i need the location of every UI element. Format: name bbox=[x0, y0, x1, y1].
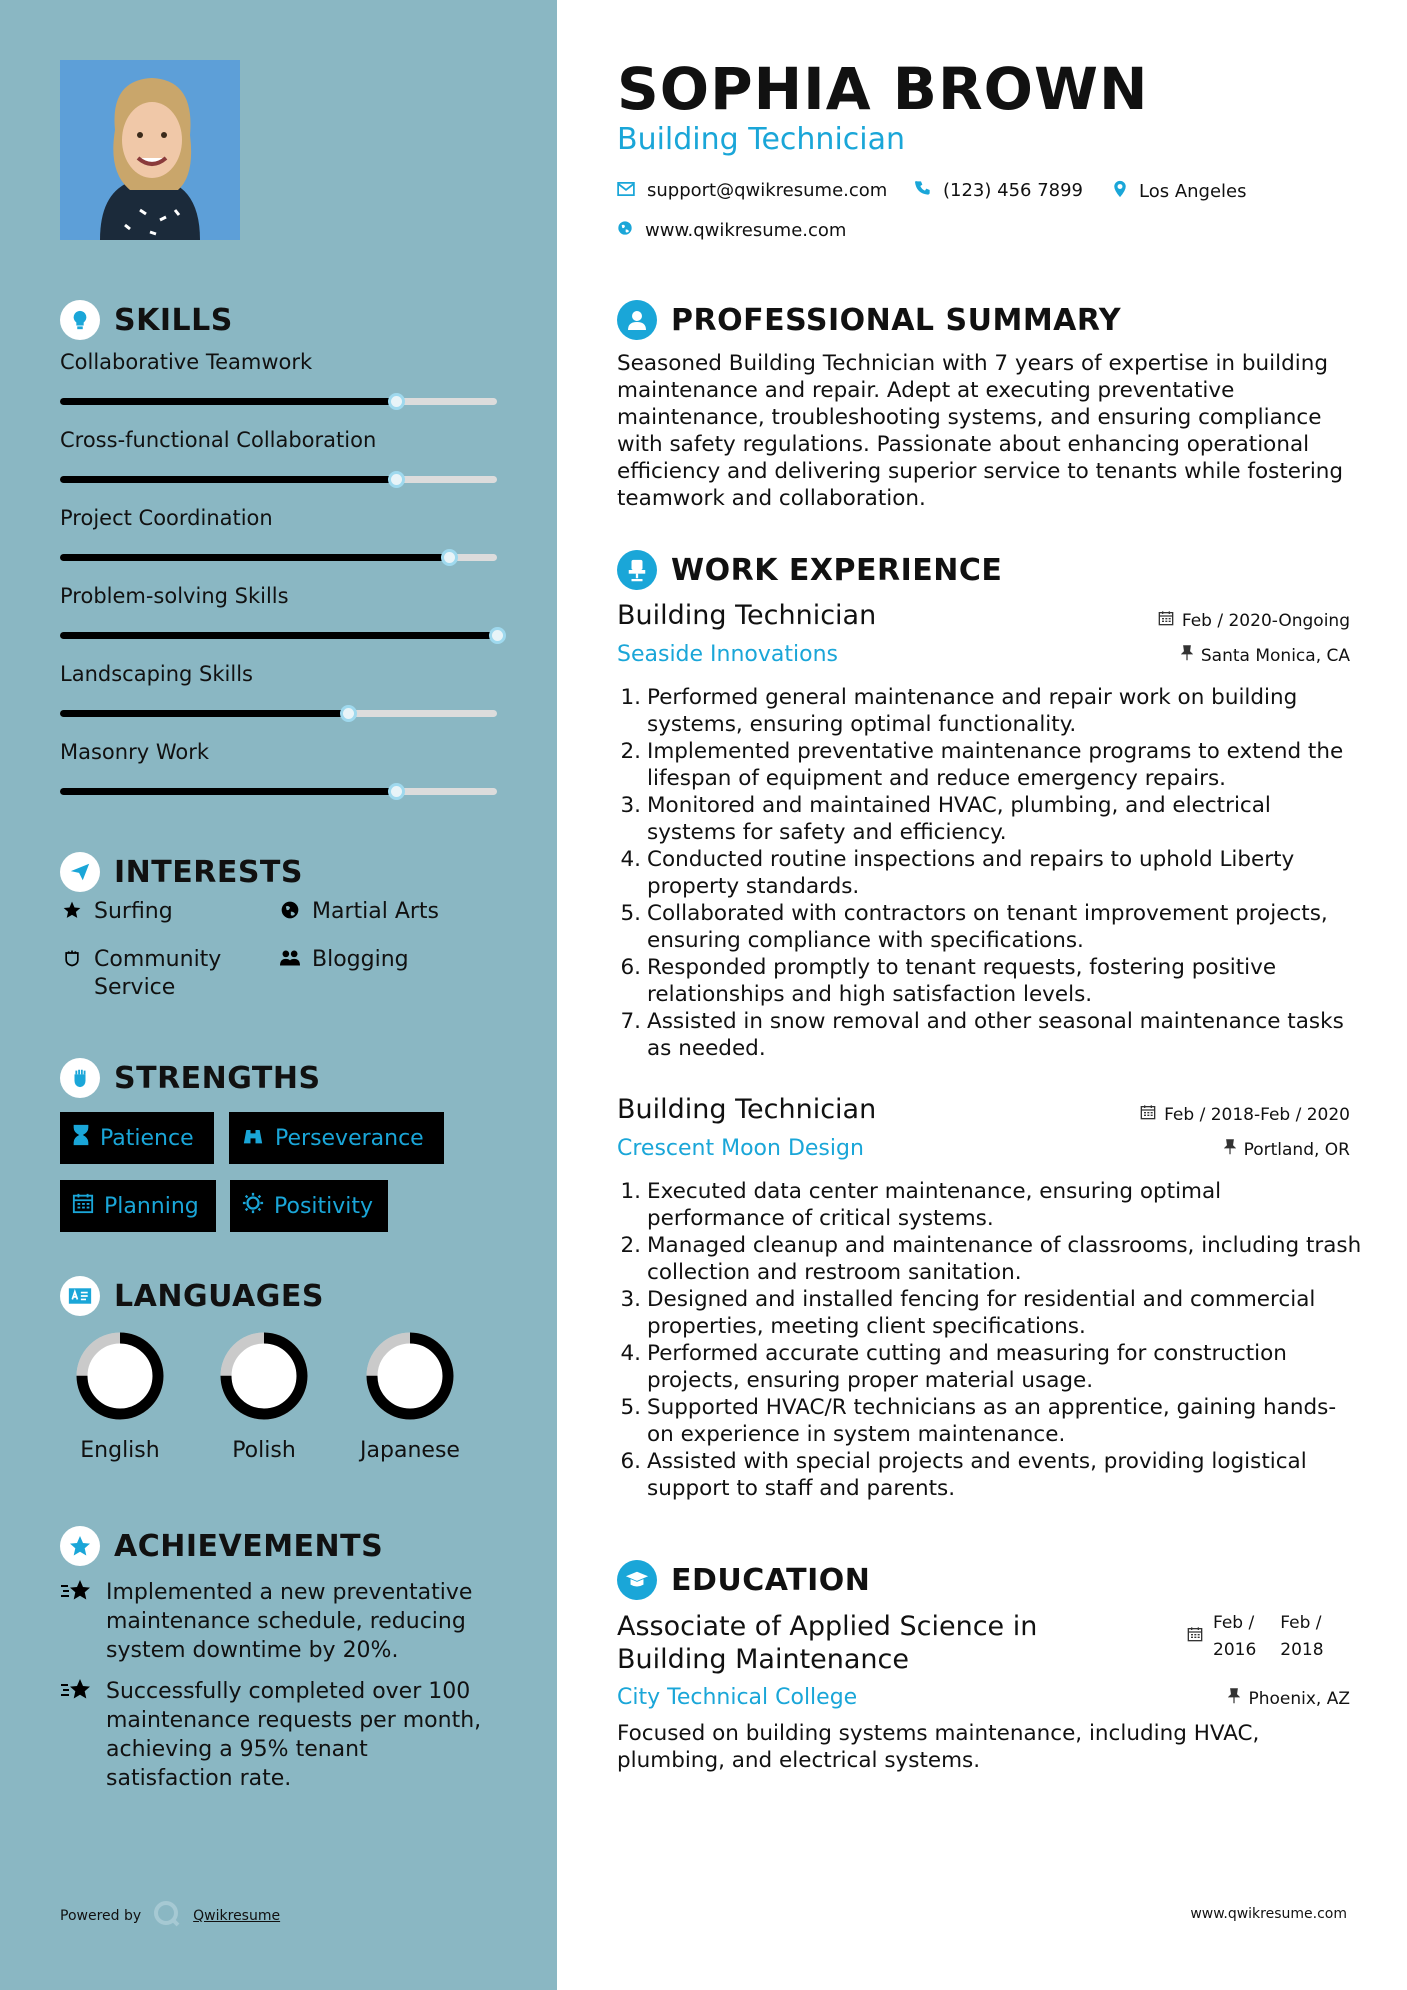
language-item bbox=[194, 1330, 334, 1463]
skill-label: Project Coordination bbox=[60, 506, 273, 530]
section-title: SKILLS bbox=[114, 302, 233, 338]
skill-bar-fill bbox=[60, 710, 348, 717]
job-bullets bbox=[617, 1178, 1362, 1502]
sidebar bbox=[0, 0, 557, 1990]
job-location: Portland, OR bbox=[1224, 1139, 1350, 1160]
job-company: Seaside Innovations bbox=[617, 642, 838, 667]
language-item bbox=[50, 1330, 190, 1463]
job-bullet: 3. Designed and installed fencing for residential and commercial properties, meeting client specifications. bbox=[620, 1287, 1316, 1339]
fist-icon bbox=[60, 1058, 100, 1098]
language-card-icon bbox=[60, 1276, 100, 1316]
skill-bar-fill bbox=[60, 476, 396, 483]
skill-item bbox=[60, 584, 500, 662]
skill-bar bbox=[60, 398, 497, 405]
skill-label: Landscaping Skills bbox=[60, 662, 253, 686]
achievement-item: Successfully completed over 100 maintenance requests per month, achieving a 95% tenant satisfaction rate. bbox=[60, 1677, 500, 1793]
skill-label: Problem-solving Skills bbox=[60, 584, 289, 608]
job-bullet: 1. Performed general maintenance and repair work on building systems, ensuring optimal functionality. bbox=[620, 685, 1298, 737]
email-link[interactable]: support@qwikresume.com bbox=[647, 180, 888, 201]
job-title: Building Technician bbox=[617, 600, 877, 631]
candidate-role: Building Technician bbox=[617, 122, 906, 157]
job-bullet: 2. Implemented preventative maintenance programs to extend the lifespan of equipment and reduce emergency repairs. bbox=[620, 739, 1344, 791]
skill-label: Cross-functional Collaboration bbox=[60, 428, 377, 452]
experience-heading bbox=[617, 550, 1002, 590]
skills-heading bbox=[60, 300, 233, 340]
achievements-heading bbox=[60, 1526, 383, 1566]
education-heading bbox=[617, 1560, 870, 1600]
strength-tag: Perseverance bbox=[229, 1112, 444, 1164]
job-bullet: 6. Assisted with special projects and events, providing logistical support to staff and parents. bbox=[620, 1449, 1307, 1501]
strength-tag: Patience bbox=[60, 1112, 214, 1164]
contact-phone bbox=[915, 180, 1083, 201]
summary-text: Seasoned Building Technician with 7 years of expertise in building maintenance and repair. Adept at executing preventative maintenance, troubleshooting systems, and ensuring compliance with safety regulations. Passionate about enhancing operational efficiency and delivering superior service to tenants while fostering teamwork and collaboration. bbox=[617, 351, 1344, 511]
profile-photo bbox=[60, 60, 240, 240]
language-donut bbox=[218, 1330, 310, 1422]
strengths-heading bbox=[60, 1058, 321, 1098]
pushpin-icon bbox=[1228, 1688, 1240, 1709]
skill-item bbox=[60, 662, 500, 740]
skill-item bbox=[60, 428, 500, 506]
office-chair-icon bbox=[617, 550, 657, 590]
main-content bbox=[557, 0, 1407, 1990]
interest-item: Community Service bbox=[60, 946, 270, 1002]
website-link[interactable]: www.qwikresume.com bbox=[645, 220, 847, 241]
pushpin-icon bbox=[1224, 1139, 1236, 1160]
star-icon bbox=[60, 898, 84, 926]
skill-bar-fill bbox=[60, 788, 396, 795]
languages-heading bbox=[60, 1276, 324, 1316]
calendar-icon bbox=[1158, 610, 1174, 631]
section-title: STRENGTHS bbox=[114, 1060, 321, 1096]
job-dates: Feb / 2018-Feb / 2020 bbox=[1140, 1104, 1350, 1125]
contact-location bbox=[1113, 180, 1247, 203]
language-donut bbox=[74, 1330, 166, 1422]
skill-bar bbox=[60, 476, 497, 483]
skills-list bbox=[60, 350, 500, 818]
language-donut bbox=[364, 1330, 456, 1422]
skill-bar bbox=[60, 632, 497, 639]
sun-icon bbox=[242, 1192, 264, 1220]
skill-bar bbox=[60, 554, 497, 561]
powered-by: Powered by Qwikresume bbox=[60, 1900, 280, 1932]
skill-bar-knob bbox=[489, 627, 506, 644]
job-bullet: 4. Conducted routine inspections and repairs to uphold Liberty property standards. bbox=[620, 847, 1295, 899]
pushpin-icon bbox=[1181, 645, 1193, 666]
section-title: LANGUAGES bbox=[114, 1278, 324, 1314]
paper-plane-icon bbox=[60, 852, 100, 892]
hourglass-icon bbox=[72, 1124, 90, 1152]
users-icon bbox=[278, 946, 302, 974]
star-badge-icon bbox=[60, 1526, 100, 1566]
qwikresume-link[interactable]: Qwikresume bbox=[193, 1908, 281, 1924]
skill-bar bbox=[60, 788, 497, 795]
job-location: Santa Monica, CA bbox=[1181, 645, 1350, 666]
map-pin-icon bbox=[1113, 180, 1127, 203]
skill-item bbox=[60, 506, 500, 584]
job-bullet: 7. Assisted in snow removal and other seasonal maintenance tasks as needed. bbox=[620, 1009, 1344, 1061]
skill-bar-knob bbox=[340, 705, 357, 722]
section-title: WORK EXPERIENCE bbox=[671, 552, 1003, 588]
calendar-icon bbox=[72, 1192, 94, 1220]
skill-bar-knob bbox=[388, 471, 405, 488]
phone-number: (123) 456 7899 bbox=[943, 180, 1084, 201]
binoculars-icon bbox=[241, 1125, 265, 1151]
job-title: Building Technician bbox=[617, 1094, 877, 1125]
globe-icon bbox=[617, 220, 633, 241]
contact-email bbox=[617, 180, 887, 201]
job-bullets bbox=[617, 684, 1362, 1062]
graduation-icon bbox=[617, 1560, 657, 1600]
footer-website[interactable]: www.qwikresume.com bbox=[1190, 1906, 1347, 1922]
qwikresume-logo-icon bbox=[153, 1900, 181, 1932]
job-bullet: 2. Managed cleanup and maintenance of classrooms, including trash collection and restroom sanitation. bbox=[620, 1233, 1362, 1285]
skill-bar-knob bbox=[388, 393, 405, 410]
language-label: Polish bbox=[232, 1438, 296, 1463]
candidate-name: SOPHIA BROWN bbox=[617, 55, 1149, 123]
shooting-star-icon bbox=[60, 1677, 94, 1793]
phone-icon bbox=[915, 180, 931, 201]
summary-heading bbox=[617, 300, 1121, 340]
interest-item: Martial Arts bbox=[278, 898, 488, 926]
education-degree: Associate of Applied Science in Building Maintenance bbox=[617, 1611, 1038, 1675]
job-bullet: 1. Executed data center maintenance, ensuring optimal performance of critical systems. bbox=[620, 1179, 1222, 1231]
skill-item bbox=[60, 740, 500, 818]
skill-bar-knob bbox=[388, 783, 405, 800]
language-label: English bbox=[80, 1438, 160, 1463]
job-bullet: 5. Supported HVAC/R technicians as an apprentice, gaining hands-on experience in system maintenance. bbox=[620, 1395, 1337, 1447]
skill-label: Collaborative Teamwork bbox=[60, 350, 313, 374]
education-description: Focused on building systems maintenance, including HVAC, plumbing, and electrical systems. bbox=[617, 1721, 1260, 1773]
interests-heading bbox=[60, 852, 303, 892]
interest-item: Blogging bbox=[278, 946, 488, 974]
hand-icon bbox=[60, 946, 84, 1002]
education-school: City Technical College bbox=[617, 1685, 858, 1710]
contact-website bbox=[617, 220, 846, 241]
language-item bbox=[340, 1330, 480, 1463]
calendar-icon bbox=[1187, 1610, 1203, 1664]
globe-icon bbox=[278, 898, 302, 926]
skill-item bbox=[60, 350, 500, 428]
achievement-item: Implemented a new preventative maintenance schedule, reducing system downtime by 20%. bbox=[60, 1578, 500, 1665]
job-bullet: 4. Performed accurate cutting and measuring for construction projects, ensuring proper material usage. bbox=[620, 1341, 1287, 1393]
language-label: Japanese bbox=[360, 1438, 460, 1463]
section-title: PROFESSIONAL SUMMARY bbox=[671, 302, 1122, 338]
interest-item: Surfing bbox=[60, 898, 270, 926]
envelope-icon bbox=[617, 180, 635, 201]
strength-tag: Planning bbox=[60, 1180, 216, 1232]
job-bullet: 5. Collaborated with contractors on tenant improvement projects, ensuring compliance with specifications. bbox=[620, 901, 1328, 953]
skill-bar bbox=[60, 710, 497, 717]
job-bullet: 3. Monitored and maintained HVAC, plumbing, and electrical systems for safety and efficiency. bbox=[620, 793, 1271, 845]
section-title: ACHIEVEMENTS bbox=[114, 1528, 384, 1564]
skill-bar-fill bbox=[60, 398, 396, 405]
shooting-star-icon bbox=[60, 1578, 94, 1665]
location-text: Los Angeles bbox=[1139, 181, 1247, 202]
skill-bar-fill bbox=[60, 554, 449, 561]
job-company: Crescent Moon Design bbox=[617, 1136, 864, 1161]
user-icon bbox=[617, 300, 657, 340]
section-title: EDUCATION bbox=[671, 1562, 871, 1598]
lightbulb-icon bbox=[60, 300, 100, 340]
strength-tag: Positivity bbox=[230, 1180, 388, 1232]
skill-bar-fill bbox=[60, 632, 497, 639]
skill-label: Masonry Work bbox=[60, 740, 209, 764]
job-bullet: 6. Responded promptly to tenant requests, fostering positive relationships and high satisfaction levels. bbox=[620, 955, 1277, 1007]
education-dates: Feb / 2016 Feb / 2018 bbox=[1187, 1610, 1324, 1664]
calendar-icon bbox=[1140, 1104, 1156, 1125]
skill-bar-knob bbox=[441, 549, 458, 566]
job-dates: Feb / 2020-Ongoing bbox=[1158, 610, 1350, 631]
section-title: INTERESTS bbox=[114, 854, 303, 890]
education-location: Phoenix, AZ bbox=[1228, 1688, 1350, 1709]
